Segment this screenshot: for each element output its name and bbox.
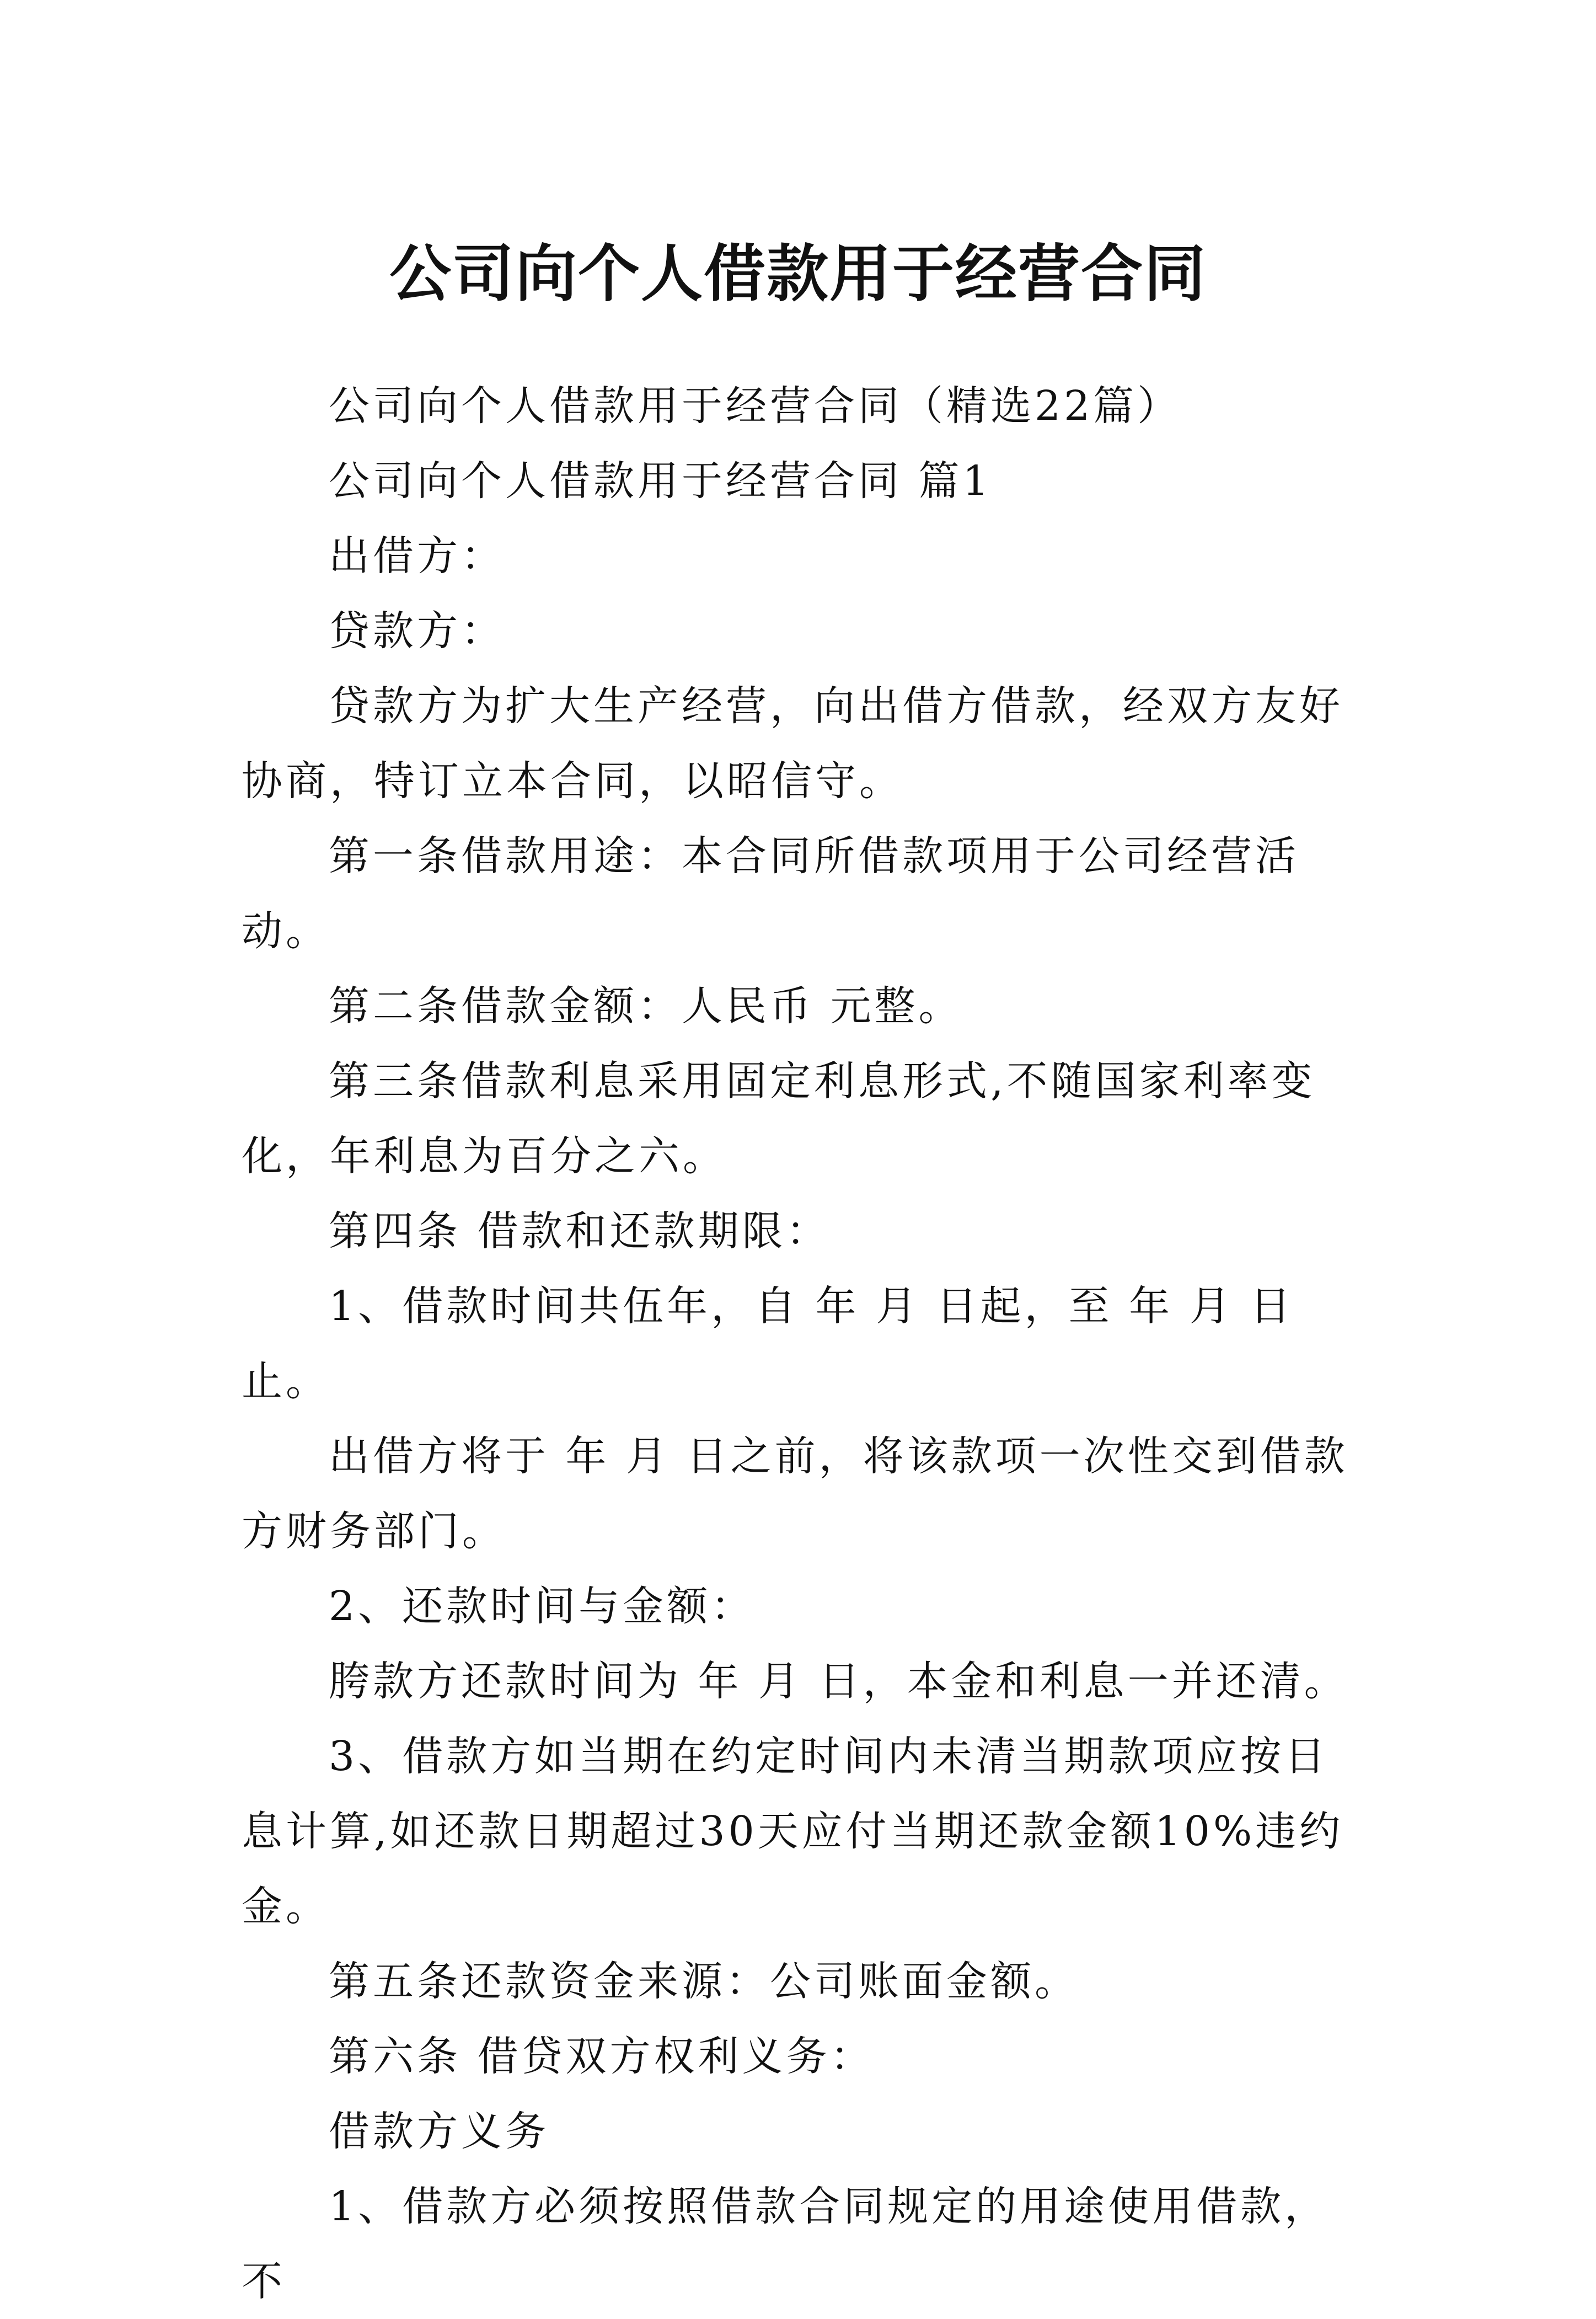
paragraph-borrower: 贷款方： [329, 607, 505, 655]
paragraph-article-6: 第六条 借贷双方权利义务： [329, 2033, 875, 2080]
paragraph-section-heading: 公司向个人借款用于经营合同 篇1 [329, 457, 992, 505]
paragraph-subtitle: 公司向个人借款用于经营合同（精选22篇） [329, 382, 1182, 430]
document-title: 公司向个人借款用于经营合同 [389, 238, 1207, 311]
paragraph-repayment-date: 胯款方还款时间为 年 月 日，本金和利息一并还清。 [329, 1658, 1348, 1705]
paragraph-obligation-1: 1、借款方必须按照借款合同规定的用途使用借款，不 [242, 2183, 1329, 2305]
paragraph-term-delivery: 出借方将于 年 月 日之前，将该款项一次性交到借款方财务部门。 [242, 1433, 1348, 1555]
paragraph-term-1: 1、借款时间共伍年，自 年 月 日起，至 年 月 日止。 [242, 1283, 1294, 1405]
paragraph-lender: 出借方： [329, 532, 505, 580]
paragraph-article-1: 第一条借款用途：本合同所借款项用于公司经营活动。 [242, 832, 1299, 955]
paragraph-borrower-obligations: 借款方义务 [329, 2108, 549, 2155]
paragraph-purpose-intro: 贷款方为扩大生产经营，向出借方借款，经双方友好协商，特订立本合同，以昭信守。 [242, 682, 1343, 805]
paragraph-term-3: 3、借款方如当期在约定时间内未清当期款项应按日息计算,如还款日期超过30天应付当期还款金额10%违约金。 [242, 1733, 1344, 1930]
paragraph-term-2: 2、还款时间与金额： [329, 1583, 756, 1630]
document-body [242, 368, 1361, 2319]
paragraph-article-3: 第三条借款利息采用固定利息形式,不随国家利率变化，年利息为百分之六。 [242, 1057, 1316, 1180]
paragraph-article-5: 第五条还款资金来源：公司账面金额。 [329, 1958, 1079, 2005]
paragraph-article-4: 第四条 借款和还款期限： [329, 1207, 831, 1255]
paragraph-article-2: 第二条借款金额：人民币 元整。 [329, 982, 963, 1030]
